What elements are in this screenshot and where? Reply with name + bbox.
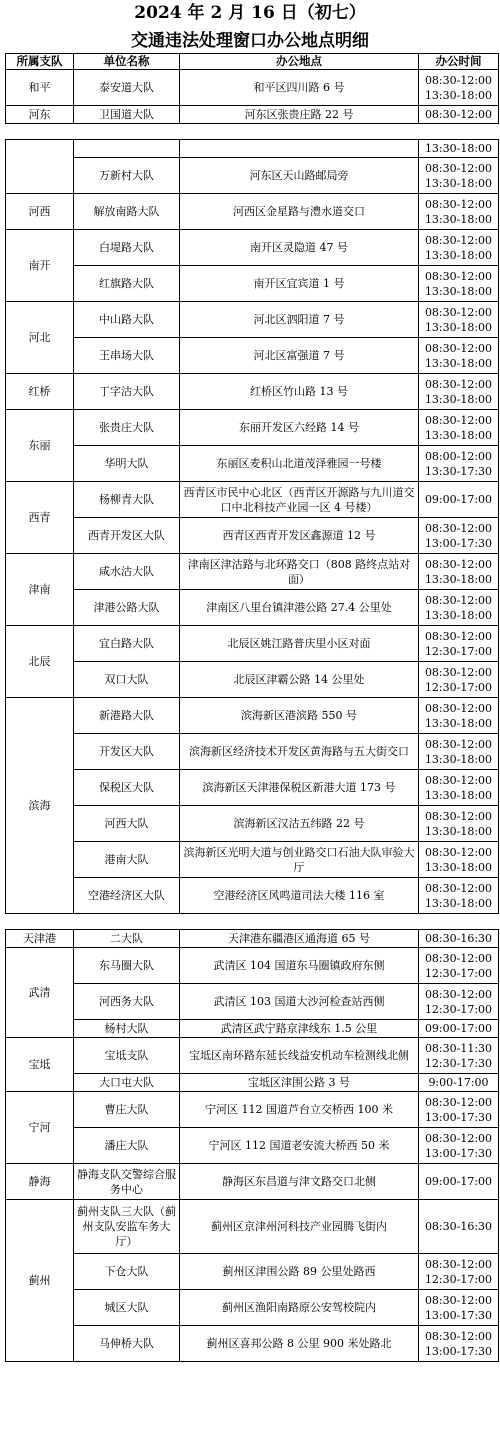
hours-range: 08:30-12:00	[424, 269, 493, 283]
hours-range: 08:30-12:00	[424, 413, 493, 427]
address-cell: 蓟州区京津州河科技产业园腾飞街内	[180, 1200, 419, 1254]
hours-cell	[419, 1092, 499, 1128]
address-cell: 南开区宜宾道 1 号	[180, 266, 419, 302]
address-cell: 北辰区姚江路普庆里小区对面	[180, 626, 419, 662]
hours-range: 13:30-18:00	[424, 176, 493, 190]
unit-name-cell: 丁字沽大队	[74, 374, 180, 410]
hours-range: 13:30-18:00	[424, 896, 493, 910]
address-cell: 津南区八里台镇津港公路 27.4 公里处	[180, 590, 419, 626]
schedule-table-bottom	[5, 929, 499, 1362]
table-body	[6, 140, 499, 914]
table-row	[6, 70, 499, 106]
hours-range: 08:30-12:00	[424, 108, 493, 121]
hours-range: 08:30-12:00	[424, 161, 493, 175]
table-row	[6, 1074, 499, 1092]
hours-range: 08:30-12:00	[424, 881, 493, 895]
header-unit: 单位名称	[74, 54, 180, 70]
hours-range: 08:30-12:00	[424, 987, 493, 1001]
address-cell: 武清区武宁路京津线东 1.5 公里	[180, 1020, 419, 1038]
hours-cell	[419, 1128, 499, 1164]
hours-range: 13:00-17:30	[424, 1146, 493, 1160]
hours-cell	[419, 770, 499, 806]
address-cell: 东丽开发区六经路 14 号	[180, 410, 419, 446]
hours-range: 13:30-17:30	[424, 464, 493, 478]
address-cell: 武清区 104 国道东马圈镇政府东侧	[180, 948, 419, 984]
unit-name-cell: 静海支队交警综合服务中心	[74, 1164, 180, 1200]
table-row	[6, 140, 499, 158]
hours-range: 13:30-18:00	[424, 860, 493, 874]
hours-range: 08:30-12:00	[424, 951, 493, 965]
unit-name-cell: 红旗路大队	[74, 266, 180, 302]
hours-range: 08:30-12:00	[424, 1095, 493, 1109]
hours-cell	[419, 230, 499, 266]
zhidui-cell: 河东	[6, 106, 74, 124]
address-cell: 滨海新区经济技术开发区黄海路与五大街交口	[180, 734, 419, 770]
table-row	[6, 842, 499, 878]
hours-cell	[419, 1164, 499, 1200]
hours-range: 08:30-12:00	[424, 73, 493, 87]
unit-name-cell: 宜白路大队	[74, 626, 180, 662]
unit-name-cell: 新港路大队	[74, 698, 180, 734]
table-body	[6, 70, 499, 124]
address-cell: 和平区四川路 6 号	[180, 70, 419, 106]
zhidui-cell: 滨海	[6, 698, 74, 914]
address-cell: 滨海新区天津港保税区新港大道 173 号	[180, 770, 419, 806]
address-cell	[180, 140, 419, 158]
zhidui-cell: 宝坻	[6, 1038, 74, 1092]
hours-cell	[419, 70, 499, 106]
address-cell: 东丽区麦积山北道茂泽雅园一号楼	[180, 446, 419, 482]
hours-range: 13:30-18:00	[424, 88, 493, 102]
hours-range: 13:00-17:30	[424, 1308, 493, 1322]
hours-range: 08:30-12:00	[424, 233, 493, 247]
hours-range: 08:30-12:00	[424, 701, 493, 715]
hours-cell	[419, 734, 499, 770]
zhidui-cell: 东丽	[6, 410, 74, 482]
table-row	[6, 266, 499, 302]
page-title: 交通违法处理窗口办公地点明细	[131, 31, 369, 51]
unit-name-cell: 蓟州支队三大队（蓟州支队安监车务大厅）	[74, 1200, 180, 1254]
table-row	[6, 194, 499, 230]
table-row	[6, 1290, 499, 1326]
address-cell: 滨海新区汉沽五纬路 22 号	[180, 806, 419, 842]
hours-cell	[419, 1290, 499, 1326]
hours-range: 08:30-16:30	[424, 932, 493, 945]
hours-range: 08:30-12:00	[424, 773, 493, 787]
table-row	[6, 230, 499, 266]
header-hours: 办公时间	[419, 54, 499, 70]
table-row	[6, 158, 499, 194]
table-row	[6, 734, 499, 770]
page-date-title: 2024 年 2 月 16 日（初七）	[134, 3, 366, 23]
address-cell: 蓟州区喜邦公路 8 公里 900 米处路北	[180, 1326, 419, 1362]
unit-name-cell: 宝坻支队	[74, 1038, 180, 1074]
hours-range: 08:30-12:00	[424, 197, 493, 211]
zhidui-cell: 静海	[6, 1164, 74, 1200]
hours-range: 12:30-17:30	[424, 1056, 493, 1070]
address-cell: 滨海新区港滨路 550 号	[180, 698, 419, 734]
unit-name-cell: 白堤路大队	[74, 230, 180, 266]
hours-range: 08:30-12:00	[424, 377, 493, 391]
hours-range: 09:00-17:00	[424, 493, 493, 506]
hours-range: 08:30-12:00	[424, 1257, 493, 1271]
hours-range: 08:30-12:00	[424, 1329, 493, 1343]
hours-cell	[419, 446, 499, 482]
hours-range: 08:30-12:00	[424, 593, 493, 607]
address-cell: 宁河区 112 国道芦台立交桥西 100 米	[180, 1092, 419, 1128]
unit-name-cell: 河西务大队	[74, 984, 180, 1020]
table-row	[6, 1254, 499, 1290]
hours-range: 08:30-12:00	[424, 737, 493, 751]
unit-name-cell: 华明大队	[74, 446, 180, 482]
address-cell: 天津港东疆港区通海道 65 号	[180, 930, 419, 948]
unit-name-cell: 泰安道大队	[74, 70, 180, 106]
table-row	[6, 410, 499, 446]
table-row	[6, 302, 499, 338]
address-cell: 河东区张贵庄路 22 号	[180, 106, 419, 124]
hours-cell	[419, 806, 499, 842]
unit-name-cell: 潘庄大队	[74, 1128, 180, 1164]
hours-range: 9:00-17:00	[428, 1076, 489, 1089]
hours-cell	[419, 302, 499, 338]
unit-name-cell: 大口屯大队	[74, 1074, 180, 1092]
hours-cell	[419, 1326, 499, 1362]
hours-range: 08:30-12:00	[424, 629, 493, 643]
address-cell: 红桥区竹山路 13 号	[180, 374, 419, 410]
unit-name-cell: 空港经济区大队	[74, 878, 180, 914]
hours-range: 13:30-18:00	[424, 716, 493, 730]
hours-range: 08:30-12:00	[424, 557, 493, 571]
table-row	[6, 878, 499, 914]
hours-cell	[419, 878, 499, 914]
unit-name-cell: 中山路大队	[74, 302, 180, 338]
unit-name-cell: 杨村大队	[74, 1020, 180, 1038]
hours-range: 12:30-17:00	[424, 1002, 493, 1016]
hours-cell	[419, 374, 499, 410]
hours-range: 13:30-18:00	[424, 284, 493, 298]
address-cell: 宝坻区南环路东延长线益安机动车检测线北侧	[180, 1038, 419, 1074]
hours-range: 13:00-17:30	[424, 1344, 493, 1358]
unit-name-cell: 双口大队	[74, 662, 180, 698]
hours-range: 08:30-12:00	[424, 1293, 493, 1307]
schedule-table-middle	[5, 139, 499, 914]
hours-range: 08:00-12:00	[424, 449, 493, 463]
hours-range: 12:30-17:00	[424, 644, 493, 658]
hours-range: 08:30-12:00	[424, 341, 493, 355]
table-row	[6, 1326, 499, 1362]
table-row	[6, 1164, 499, 1200]
header-address: 办公地点	[180, 54, 419, 70]
table-row	[6, 1200, 499, 1254]
hours-cell	[419, 1254, 499, 1290]
hours-range: 13:00-17:30	[424, 1110, 493, 1124]
hours-range: 13:30-18:00	[424, 572, 493, 586]
address-cell: 北辰区津霸公路 14 公里处	[180, 662, 419, 698]
address-cell: 蓟州区渔阳南路原公安驾校院内	[180, 1290, 419, 1326]
hours-range: 09:00-17:00	[424, 1022, 493, 1035]
table-row	[6, 482, 499, 518]
hours-cell	[419, 266, 499, 302]
hours-cell	[419, 930, 499, 948]
hours-range: 13:30-18:00	[424, 320, 493, 334]
unit-name-cell: 保税区大队	[74, 770, 180, 806]
hours-range: 13:30-18:00	[424, 356, 493, 370]
hours-cell	[419, 140, 499, 158]
table-row	[6, 806, 499, 842]
header-zhidui: 所属支队	[6, 54, 74, 70]
table-row	[6, 374, 499, 410]
address-cell: 西青区西青开发区鑫源道 12 号	[180, 518, 419, 554]
hours-range: 12:30-17:00	[424, 680, 493, 694]
address-cell: 西青区市民中心北区（西青区开源路与九川道交口中北科技产业园一区 4 号楼）	[180, 482, 419, 518]
table-row	[6, 662, 499, 698]
hours-range: 08:30-12:00	[424, 665, 493, 679]
hours-cell	[419, 410, 499, 446]
hours-range: 08:30-12:00	[424, 1131, 493, 1145]
zhidui-cell: 西青	[6, 482, 74, 554]
hours-range: 13:30-18:00	[424, 788, 493, 802]
zhidui-cell: 红桥	[6, 374, 74, 410]
hours-cell	[419, 106, 499, 124]
unit-name-cell: 咸水沽大队	[74, 554, 180, 590]
unit-name-cell: 河西大队	[74, 806, 180, 842]
address-cell: 河北区泗阳道 7 号	[180, 302, 419, 338]
unit-name-cell: 杨柳青大队	[74, 482, 180, 518]
address-cell: 津南区津沽路与北环路交口（808 路终点站对面）	[180, 554, 419, 590]
address-cell: 蓟州区津围公路 89 公里处路西	[180, 1254, 419, 1290]
table-row	[6, 1038, 499, 1074]
table-row	[6, 338, 499, 374]
hours-range: 13:30-18:00	[424, 142, 493, 155]
hours-cell	[419, 698, 499, 734]
unit-name-cell: 港南大队	[74, 842, 180, 878]
hours-cell	[419, 1200, 499, 1254]
address-cell: 空港经济区风鸣道司法大楼 116 室	[180, 878, 419, 914]
table-row	[6, 1020, 499, 1038]
address-cell: 河西区金星路与澧水道交口	[180, 194, 419, 230]
table-body	[6, 930, 499, 1362]
table-row	[6, 1092, 499, 1128]
hours-range: 12:30-17:00	[424, 1272, 493, 1286]
table-row	[6, 948, 499, 984]
hours-cell	[419, 662, 499, 698]
hours-cell	[419, 948, 499, 984]
unit-name-cell: 曹庄大队	[74, 1092, 180, 1128]
hours-range: 13:30-18:00	[424, 248, 493, 262]
hours-range: 08:30-11:30	[424, 1041, 493, 1055]
hours-range: 13:30-18:00	[424, 212, 493, 226]
hours-cell	[419, 194, 499, 230]
unit-name-cell: 东马圈大队	[74, 948, 180, 984]
hours-cell	[419, 482, 499, 518]
table-row	[6, 590, 499, 626]
hours-range: 13:30-18:00	[424, 752, 493, 766]
unit-name-cell: 马伸桥大队	[74, 1326, 180, 1362]
unit-name-cell: 张贵庄大队	[74, 410, 180, 446]
zhidui-cell: 河西	[6, 194, 74, 230]
hours-range: 13:30-18:00	[424, 392, 493, 406]
hours-cell	[419, 1020, 499, 1038]
hours-cell	[419, 158, 499, 194]
table-row	[6, 106, 499, 124]
hours-range: 13:30-18:00	[424, 824, 493, 838]
hours-cell	[419, 338, 499, 374]
address-cell: 滨海新区光明大道与创业路交口石油大队审验大厅	[180, 842, 419, 878]
table-row	[6, 698, 499, 734]
unit-name-cell: 王串场大队	[74, 338, 180, 374]
zhidui-cell: 南开	[6, 230, 74, 302]
hours-cell	[419, 590, 499, 626]
zhidui-cell: 蓟州	[6, 1200, 74, 1362]
table-row	[6, 518, 499, 554]
hours-cell	[419, 626, 499, 662]
unit-name-cell: 卫国道大队	[74, 106, 180, 124]
unit-name-cell: 二大队	[74, 930, 180, 948]
address-cell: 河北区富强道 7 号	[180, 338, 419, 374]
hours-range: 12:30-17:00	[424, 966, 493, 980]
address-cell: 武清区 103 国道大沙河检查站西侧	[180, 984, 419, 1020]
unit-name-cell: 解放南路大队	[74, 194, 180, 230]
table-row	[6, 1128, 499, 1164]
hours-cell	[419, 1074, 499, 1092]
zhidui-cell: 和平	[6, 70, 74, 106]
zhidui-cell: 河北	[6, 302, 74, 374]
hours-cell	[419, 554, 499, 590]
hours-range: 09:00-17:00	[424, 1175, 493, 1188]
zhidui-cell: 津南	[6, 554, 74, 626]
hours-cell	[419, 842, 499, 878]
zhidui-cell: 天津港	[6, 930, 74, 948]
hours-range: 13:00-17:30	[424, 536, 493, 550]
unit-name-cell: 西青开发区大队	[74, 518, 180, 554]
address-cell: 南开区灵隐道 47 号	[180, 230, 419, 266]
unit-name-cell: 津港公路大队	[74, 590, 180, 626]
hours-range: 08:30-12:00	[424, 521, 493, 535]
zhidui-cell: 宁河	[6, 1092, 74, 1164]
hours-range: 08:30-12:00	[424, 809, 493, 823]
hours-cell	[419, 518, 499, 554]
unit-name-cell	[74, 140, 180, 158]
schedule-table-top	[5, 53, 499, 124]
hours-range: 13:30-18:00	[424, 428, 493, 442]
hours-range: 13:30-18:00	[424, 608, 493, 622]
hours-range: 08:30-16:30	[424, 1220, 493, 1233]
address-cell: 静海区东昌道与津文路交口北侧	[180, 1164, 419, 1200]
unit-name-cell: 开发区大队	[74, 734, 180, 770]
hours-range: 08:30-12:00	[424, 845, 493, 859]
table-row	[6, 446, 499, 482]
unit-name-cell: 城区大队	[74, 1290, 180, 1326]
zhidui-cell	[6, 140, 74, 194]
unit-name-cell: 下仓大队	[74, 1254, 180, 1290]
zhidui-cell: 北辰	[6, 626, 74, 698]
address-cell: 河东区天山路邮局旁	[180, 158, 419, 194]
address-cell: 宁河区 112 国道老安流大桥西 50 米	[180, 1128, 419, 1164]
table-row	[6, 930, 499, 948]
table-row	[6, 554, 499, 590]
hours-cell	[419, 984, 499, 1020]
address-cell: 宝坻区津围公路 3 号	[180, 1074, 419, 1092]
hours-cell	[419, 1038, 499, 1074]
table-row	[6, 770, 499, 806]
unit-name-cell: 万新村大队	[74, 158, 180, 194]
hours-range: 08:30-12:00	[424, 305, 493, 319]
table-row	[6, 626, 499, 662]
zhidui-cell: 武清	[6, 948, 74, 1038]
table-row	[6, 984, 499, 1020]
